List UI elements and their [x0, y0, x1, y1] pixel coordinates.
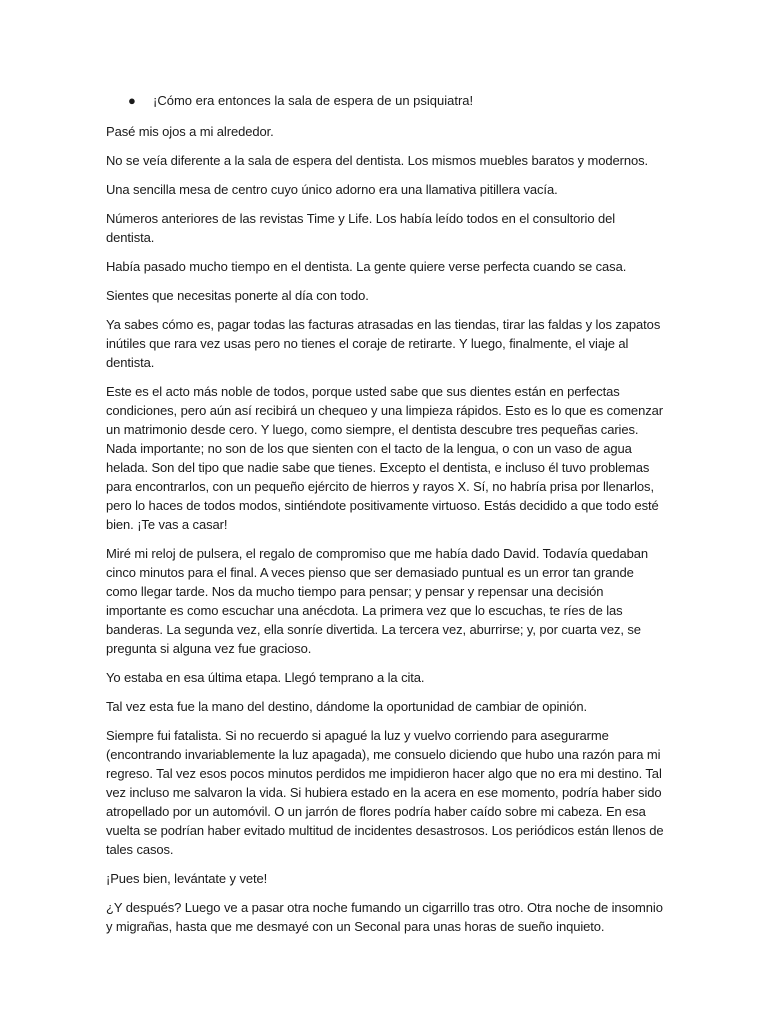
paragraph: Yo estaba en esa última etapa. Llegó temprano a la cita.	[106, 670, 425, 685]
bullet-symbol: ●	[128, 93, 136, 108]
paragraph: Miré mi reloj de pulsera, el regalo de compromiso que me había dado David. Todavía quedaban cinco minutos para el final. A veces pienso que ser demasiado puntual es un error tan grande como llegar tarde. Nos da mucho tiempo para pensar; y pensar y repensar una decisión importante es como escuchar una anécdota. La primera vez que lo escuchas, te ríes de las banderas. La segunda vez, ella sonríe divertida. La tercera vez, aburrirse; y, por cuarta vez, se pregunta si alguna vez fue gracioso.	[106, 546, 649, 656]
document-page	[106, 91, 666, 946]
paragraph: Había pasado mucho tiempo en el dentista. La gente quiere verse perfecta cuando se casa.	[106, 259, 627, 274]
paragraph: Sientes que necesitas ponerte al día con todo.	[106, 288, 369, 303]
paragraph: No se veía diferente a la sala de espera del dentista. Los mismos muebles baratos y modernos.	[106, 153, 649, 168]
paragraph: ¿Y después? Luego ve a pasar otra noche fumando un cigarrillo tras otro. Otra noche de insomnio y migrañas, hasta que me desmayé con un Seconal para unas horas de sueño inquieto.	[106, 900, 663, 934]
paragraph: Siempre fui fatalista. Si no recuerdo si apagué la luz y vuelvo corriendo para asegurarme (encontrando invariablemente la luz apagada), me consuelo diciendo que hubo una razón para mi regreso. Tal vez esos pocos minutos perdidos me impidieron hacer algo que no era mi destino. Tal vez incluso me salvaron la vida. Si hubiera estado en la acera en ese momento, podría haber sido atropellado por un automóvil. O un jarrón de flores podría haber caído sobre mi cabeza. En esa vuelta se podrían haber evitado multitud de incidentes desastrosos. Los periódicos están llenos de tales casos.	[106, 728, 664, 857]
bullet-item	[106, 91, 666, 110]
paragraph: Ya sabes cómo es, pagar todas las facturas atrasadas en las tiendas, tirar las faldas y los zapatos inútiles que rara vez usas pero no tienes el coraje de retirarte. Y luego, finalmente, el viaje al dentista.	[106, 317, 661, 370]
paragraph: ¡Pues bien, levántate y vete!	[106, 871, 268, 886]
paragraph: Tal vez esta fue la mano del destino, dándome la oportunidad de cambiar de opinión.	[106, 699, 587, 714]
paragraph: Este es el acto más noble de todos, porque usted sabe que sus dientes están en perfectas condiciones, pero aún así recibirá un chequeo y una limpieza rápidos. Esto es lo que es comenzar un matrimonio desde cero. Y luego, como siempre, el dentista descubre tres pequeñas caries. Nada importante; no son de los que sienten con el tacto de la lengua, o con un vaso de agua helada. Son del tipo que nadie sabe que tienes. Excepto el dentista, e incluso él tuvo problemas para encontrarlos, con un pequeño ejército de hierros y rayos X. Sí, no habría prisa por llenarlos, pero lo haces de todos modos, sintiéndote positivamente virtuoso. Estás decidido a que todo esté bien. ¡Te vas a casar!	[106, 384, 663, 532]
paragraph: Una sencilla mesa de centro cuyo único adorno era una llamativa pitillera vacía.	[106, 182, 558, 197]
bullet-text: ¡Cómo era entonces la sala de espera de un psiquiatra!	[153, 93, 474, 108]
paragraph: Números anteriores de las revistas Time y Life. Los había leído todos en el consultorio del dentista.	[106, 211, 616, 245]
paragraph: Pasé mis ojos a mi alrededor.	[106, 124, 274, 139]
